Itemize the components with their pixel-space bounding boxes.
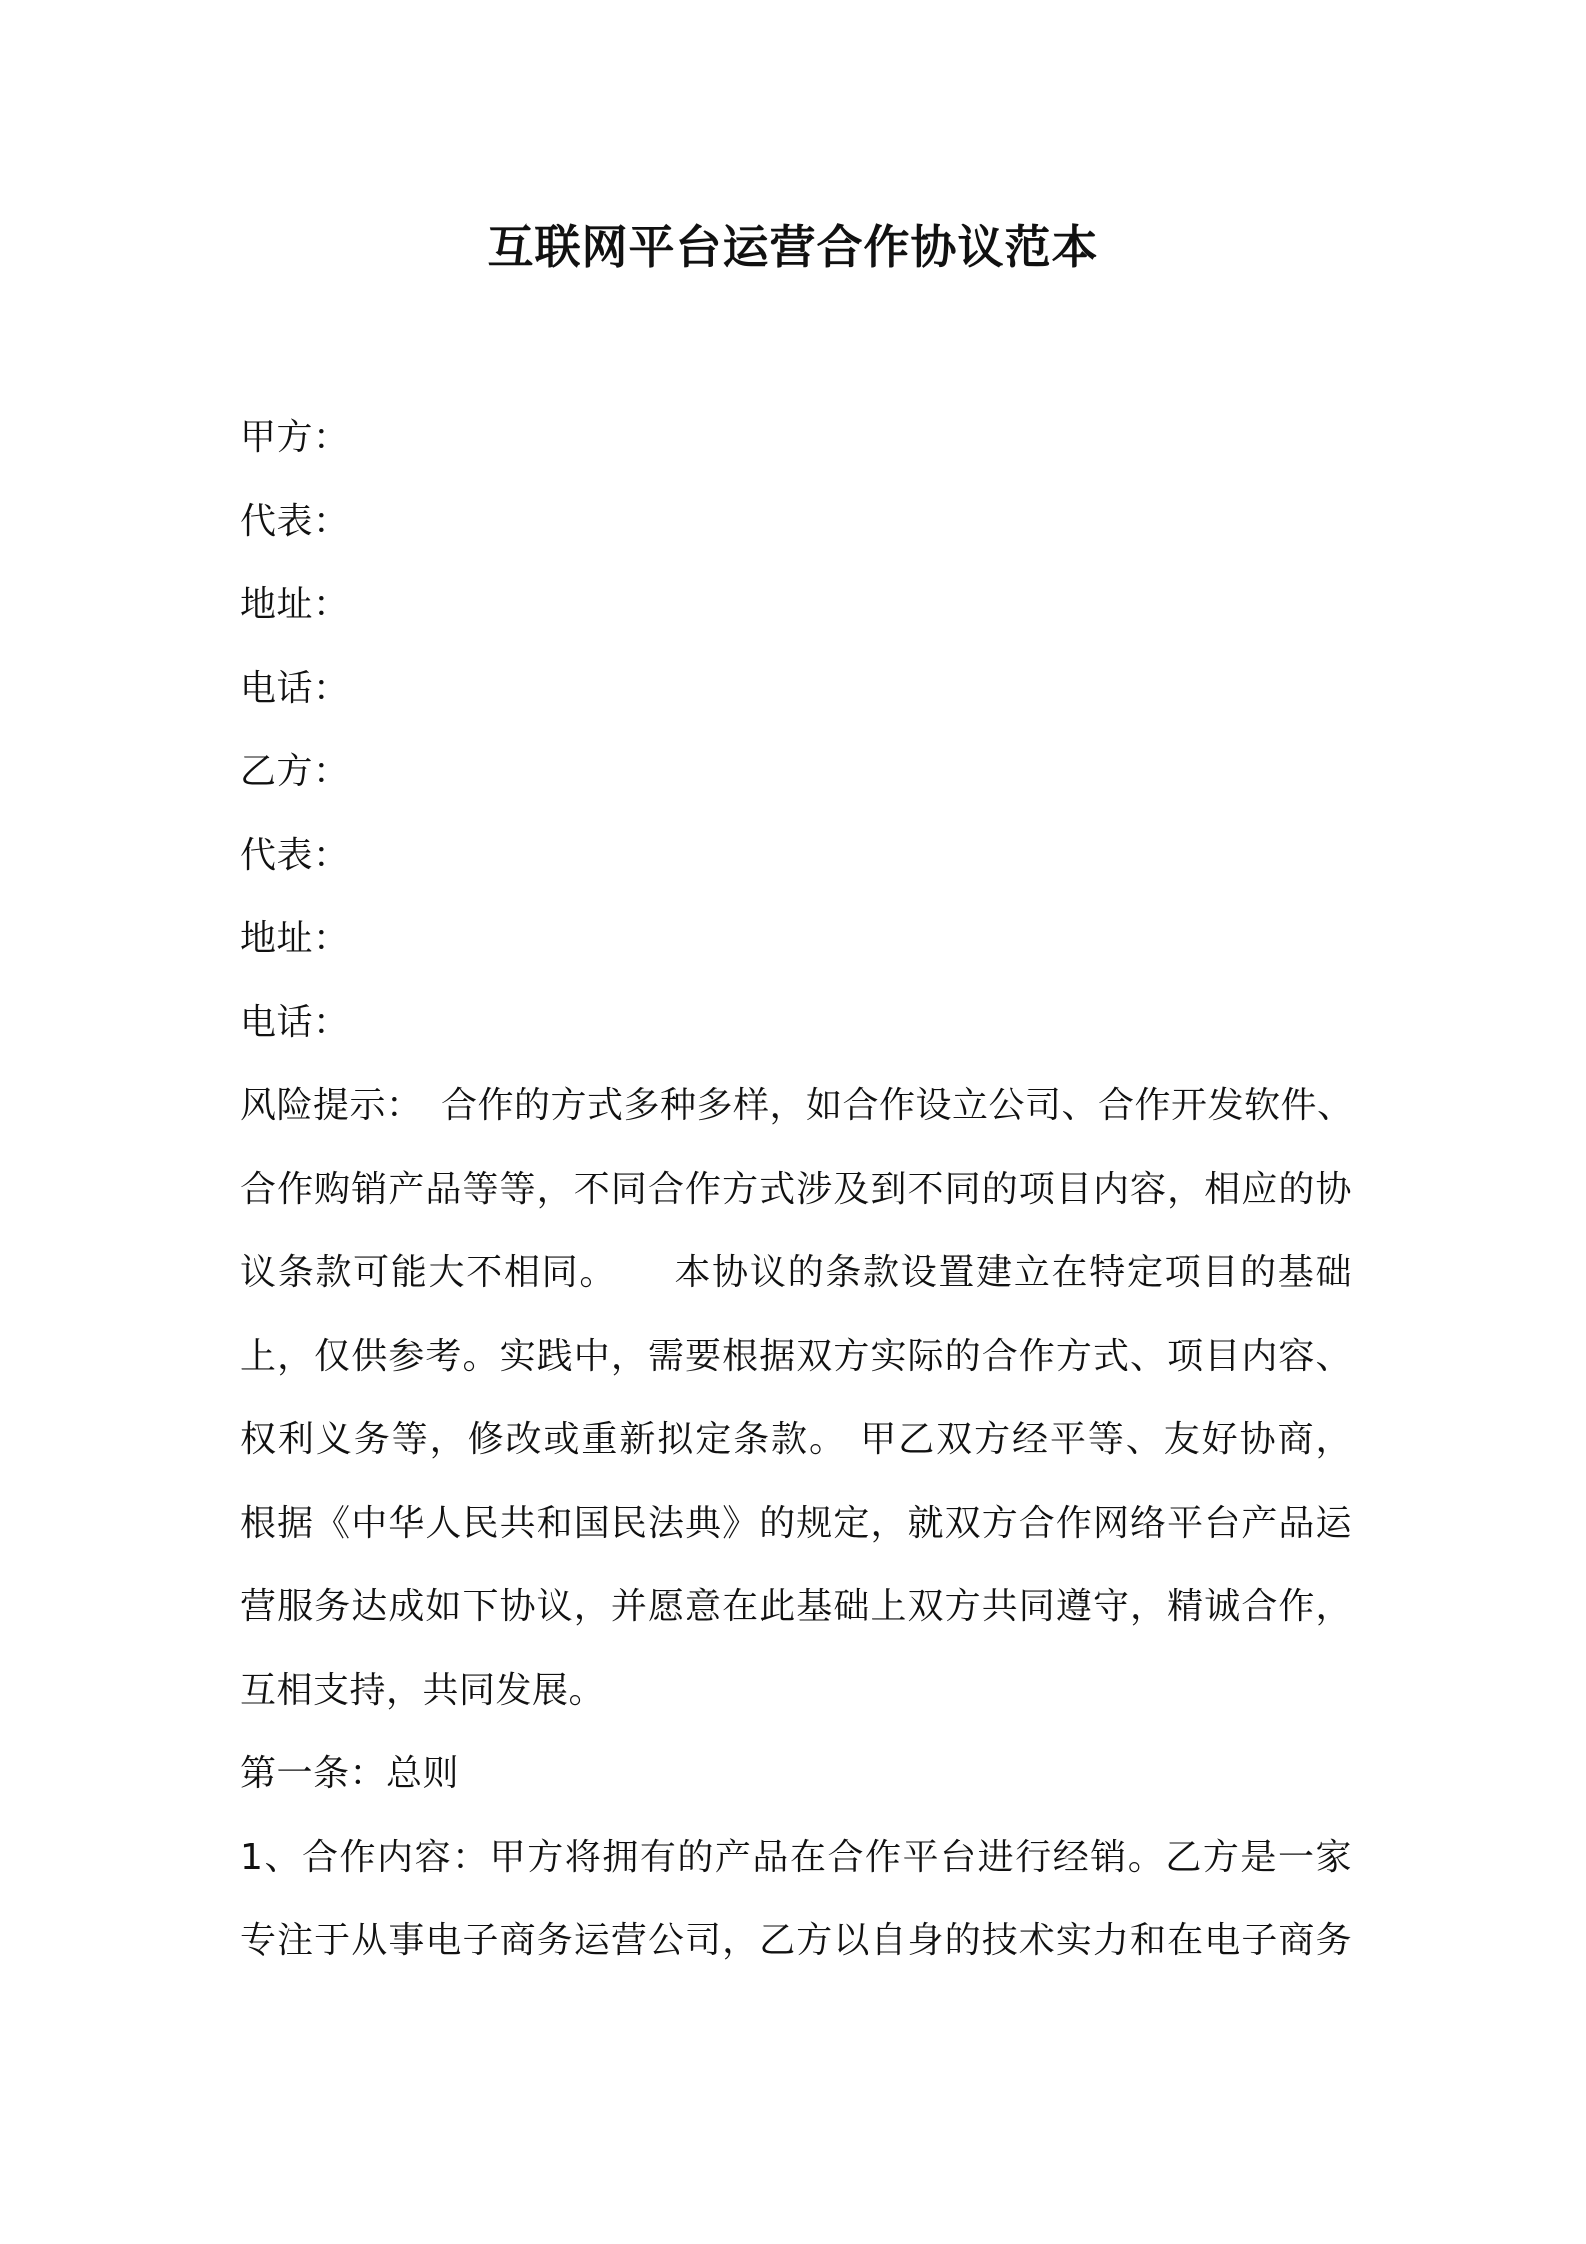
party-b-phone-label: 电话： bbox=[240, 1001, 350, 1043]
risk-notice-line: 营服务达成如下协议，并愿意在此基础上双方共同遵守，精诚合作， bbox=[240, 1586, 1352, 1627]
risk-notice-line: 议条款可能大不相同。 本协议的条款设置建立在特定项目的基础 bbox=[240, 1252, 1352, 1293]
party-a-name-label: 甲方： bbox=[240, 417, 350, 458]
party-a-rep-label: 代表： bbox=[240, 500, 350, 542]
party-a-address-label: 地址： bbox=[240, 584, 350, 625]
party-b-name-label: 乙方： bbox=[240, 751, 350, 792]
risk-notice-line: 风险提示： 合作的方式多种多样，如合作设立公司、合作开发软件、 bbox=[240, 1085, 1354, 1126]
document-title: 互联网平台运营合作协议范本 bbox=[487, 220, 1099, 274]
party-b-address-label: 地址： bbox=[240, 918, 350, 959]
article-1-line: 1、合作内容：甲方将拥有的产品在合作平台进行经销。乙方是一家 bbox=[240, 1836, 1352, 1878]
risk-notice-line: 合作购销产品等等，不同合作方式涉及到不同的项目内容，相应的协 bbox=[240, 1168, 1352, 1210]
risk-notice-line: 互相支持，共同发展。 bbox=[240, 1669, 606, 1711]
document-body bbox=[240, 396, 1352, 1983]
risk-notice-line: 上，仅供参考。实践中，需要根据双方实际的合作方式、项目内容、 bbox=[240, 1335, 1352, 1377]
risk-notice-line: 根据《中华人民共和国民法典》的规定，就双方合作网络平台产品运 bbox=[240, 1502, 1352, 1544]
party-a-phone-label: 电话： bbox=[240, 667, 350, 709]
article-1-line: 专注于从事电子商务运营公司，乙方以自身的技术实力和在电子商务 bbox=[240, 1920, 1352, 1961]
party-b-rep-label: 代表： bbox=[240, 834, 350, 876]
article-1-heading: 第一条：总则 bbox=[240, 1753, 460, 1794]
risk-notice-line: 权利义务等，修改或重新拟定条款。 甲乙双方经平等、友好协商， bbox=[240, 1419, 1352, 1460]
